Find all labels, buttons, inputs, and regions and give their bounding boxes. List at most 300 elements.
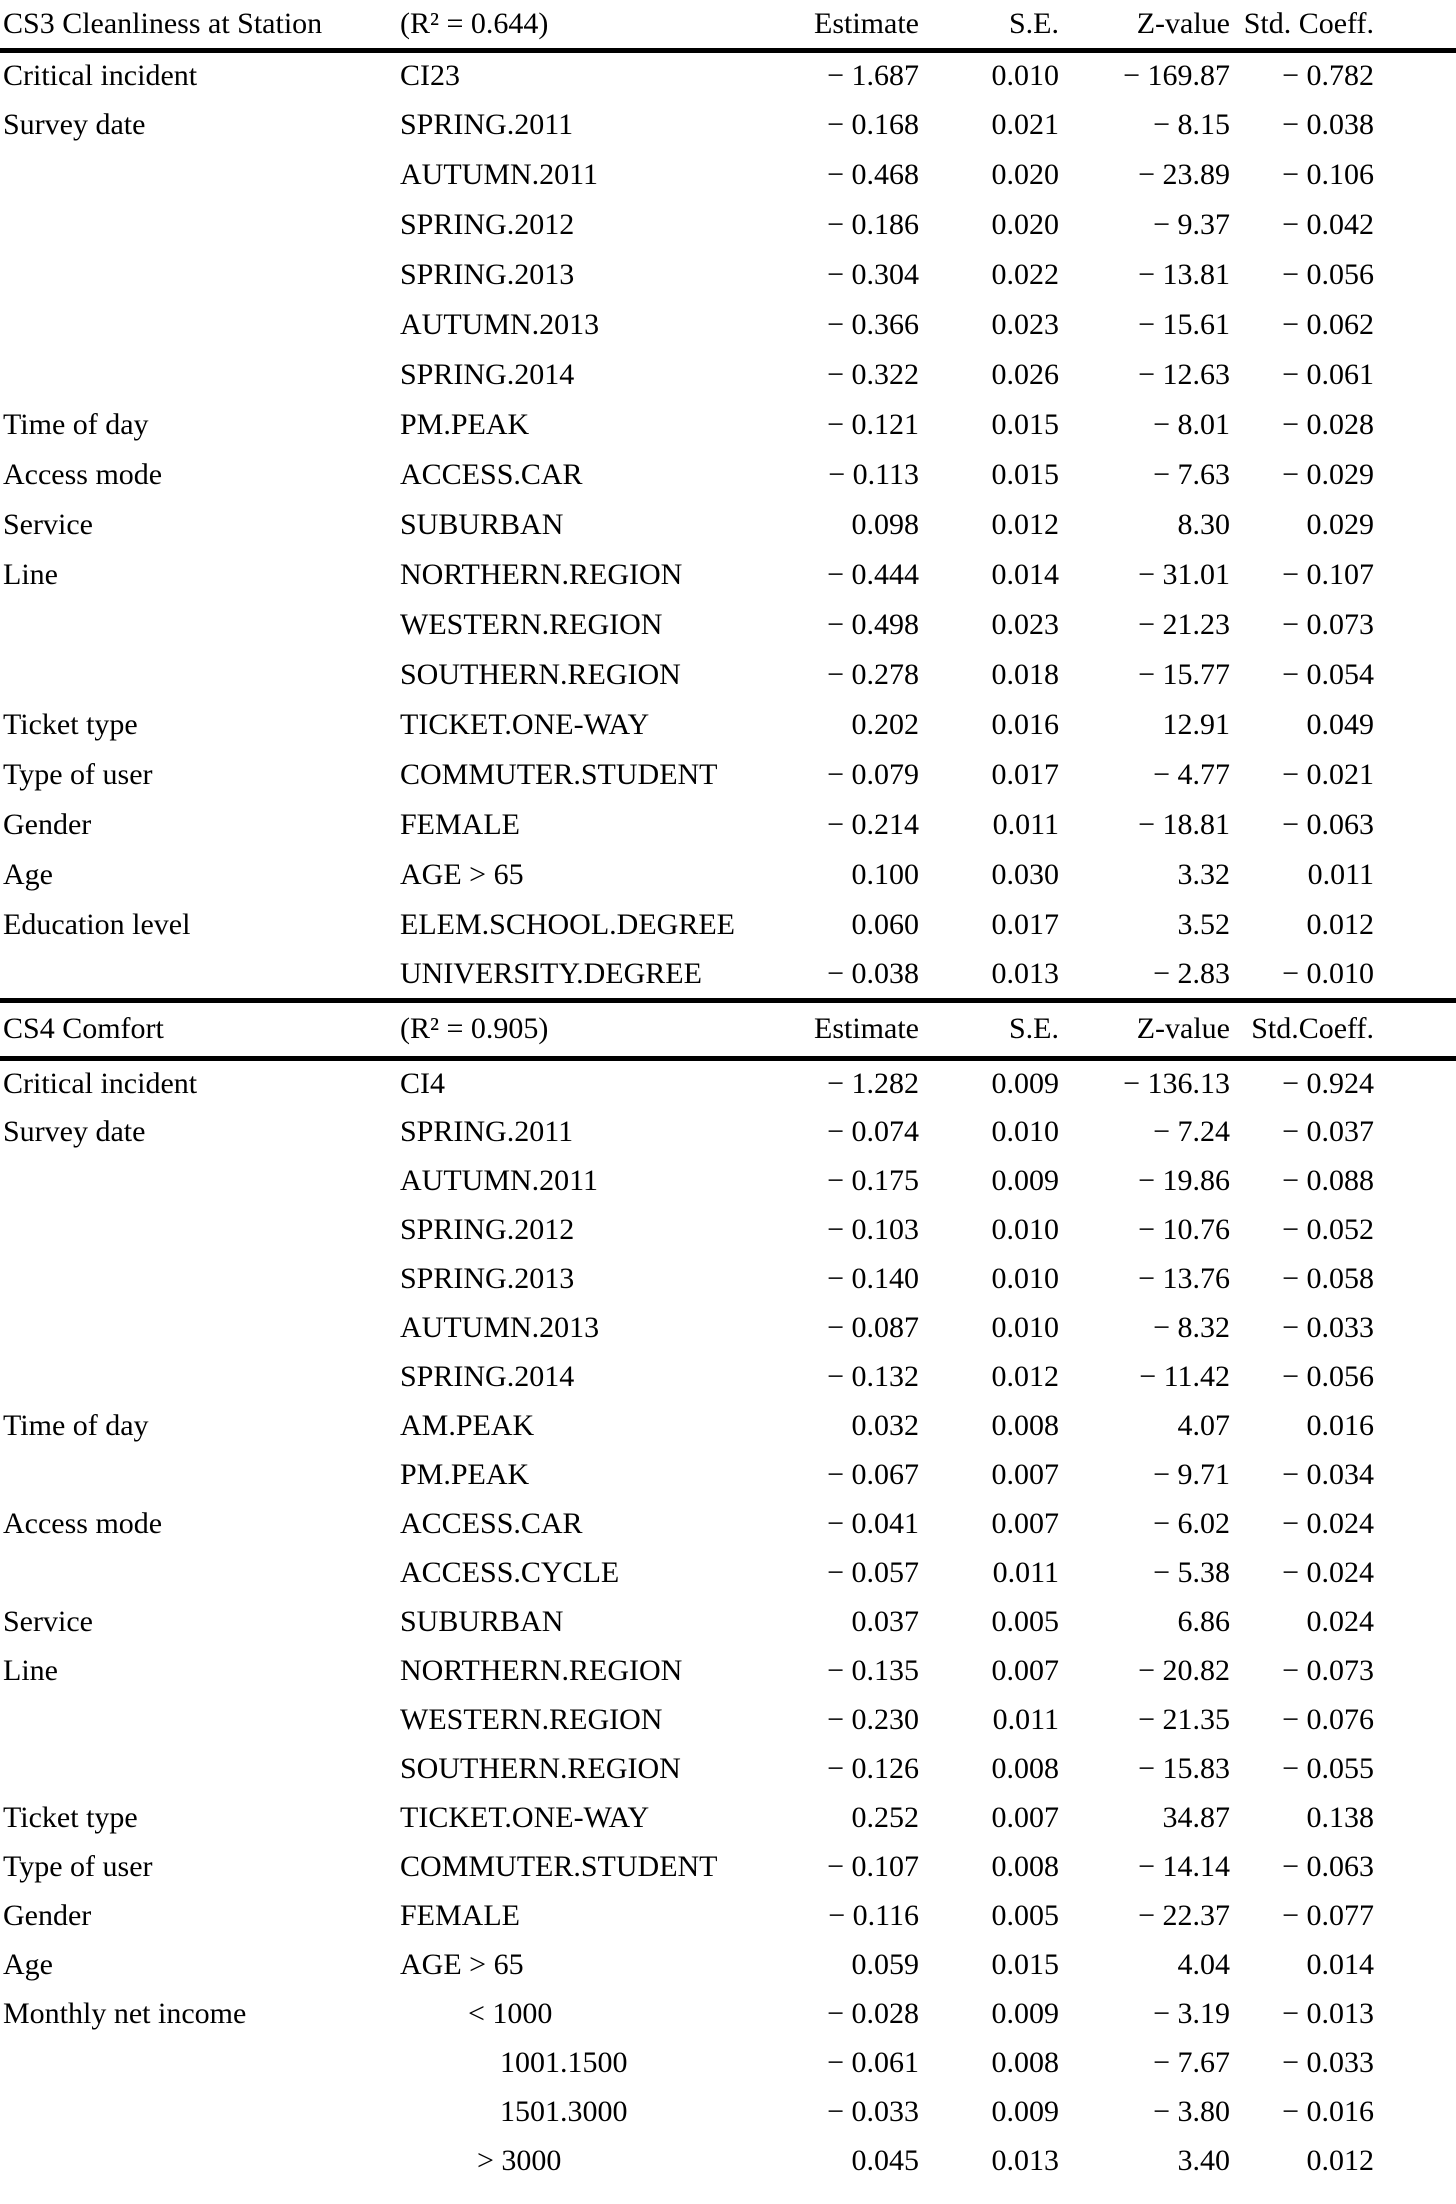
estimate-cell: − 0.121 xyxy=(827,408,919,441)
category-cell: Line xyxy=(3,558,58,591)
se-cell: 0.010 xyxy=(991,59,1059,93)
category-cell xyxy=(0,650,400,700)
r-squared-value: (R² = 0.644) xyxy=(400,0,745,50)
z-value-cell: − 12.63 xyxy=(1138,358,1230,391)
z-value-cell: − 18.81 xyxy=(1138,808,1230,841)
se-cell: 0.010 xyxy=(991,1261,1059,1295)
category-cell: Critical incident xyxy=(3,59,198,93)
variable-cell: SPRING.2012 xyxy=(400,1212,575,1246)
estimate-cell: − 0.278 xyxy=(827,658,919,691)
variable-cell: COMMUTER.STUDENT xyxy=(400,758,718,791)
variable-cell: SPRING.2011 xyxy=(400,1114,574,1148)
std-coeff-cell: − 0.063 xyxy=(1282,1849,1374,1883)
se-cell: 0.009 xyxy=(991,2094,1059,2128)
category-cell xyxy=(0,1352,400,1401)
table-row xyxy=(0,2038,1456,2087)
z-value-cell: 3.40 xyxy=(1177,2143,1230,2177)
table-row xyxy=(0,700,1456,750)
std-coeff-cell: − 0.042 xyxy=(1282,208,1374,241)
variable-cell: SPRING.2012 xyxy=(400,208,575,241)
category-cell xyxy=(0,350,400,400)
estimate-cell: − 0.028 xyxy=(827,1996,919,2030)
std-coeff-cell: − 0.038 xyxy=(1282,108,1374,141)
std-coeff-cell: 0.012 xyxy=(1306,2143,1374,2177)
category-cell xyxy=(0,1744,400,1793)
category-cell xyxy=(0,250,400,300)
std-coeff-cell: 0.012 xyxy=(1306,908,1374,941)
z-value-cell: − 9.37 xyxy=(1153,208,1230,241)
section-cs3-cleanliness xyxy=(0,0,1456,1000)
estimate-cell: − 0.103 xyxy=(827,1212,919,1246)
category-cell: Monthly net income xyxy=(3,1996,247,2030)
col-header-se: S.E. xyxy=(925,1000,1065,1058)
se-cell: 0.015 xyxy=(991,1947,1059,1981)
table-row xyxy=(0,1842,1456,1891)
estimate-cell: 0.100 xyxy=(851,858,919,891)
se-cell: 0.009 xyxy=(991,1163,1059,1197)
category-cell xyxy=(0,2038,400,2087)
se-cell: 0.007 xyxy=(991,1457,1059,1491)
table-row xyxy=(0,1352,1456,1401)
se-cell: 0.005 xyxy=(991,1604,1059,1638)
table-row xyxy=(0,1205,1456,1254)
variable-cell: AUTUMN.2013 xyxy=(400,1310,600,1344)
std-coeff-cell: − 0.010 xyxy=(1282,956,1374,990)
table-row xyxy=(0,1646,1456,1695)
z-value-cell: − 15.77 xyxy=(1138,658,1230,691)
variable-cell: 1501.3000 xyxy=(500,2094,628,2128)
estimate-cell: − 0.468 xyxy=(827,158,919,191)
z-value-cell: 8.30 xyxy=(1177,508,1230,541)
table-row xyxy=(0,600,1456,650)
category-cell xyxy=(0,2087,400,2136)
std-coeff-cell: − 0.782 xyxy=(1282,59,1374,93)
z-value-cell: − 13.81 xyxy=(1138,258,1230,291)
table-row xyxy=(0,1303,1456,1352)
z-value-cell: − 5.38 xyxy=(1153,1555,1230,1589)
estimate-cell: − 0.087 xyxy=(827,1310,919,1344)
variable-cell: SOUTHERN.REGION xyxy=(400,1751,681,1785)
category-cell: Gender xyxy=(3,1898,92,1932)
category-cell xyxy=(0,1254,400,1303)
se-cell: 0.008 xyxy=(991,2045,1059,2079)
estimate-cell: − 0.116 xyxy=(828,1898,919,1932)
variable-cell: COMMUTER.STUDENT xyxy=(400,1849,718,1883)
z-value-cell: − 15.83 xyxy=(1138,1751,1230,1785)
std-coeff-cell: − 0.024 xyxy=(1282,1506,1374,1540)
std-coeff-cell: − 0.033 xyxy=(1282,2045,1374,2079)
std-coeff-cell: − 0.073 xyxy=(1282,608,1374,641)
table-row xyxy=(0,950,1456,1000)
z-value-cell: − 8.32 xyxy=(1153,1310,1230,1344)
estimate-cell: − 0.168 xyxy=(827,108,919,141)
table-row xyxy=(0,1058,1456,1107)
variable-cell: SUBURBAN xyxy=(400,508,564,541)
se-cell: 0.022 xyxy=(991,258,1059,291)
variable-cell: WESTERN.REGION xyxy=(400,608,663,641)
table-row xyxy=(0,200,1456,250)
variable-cell: FEMALE xyxy=(400,1898,520,1932)
category-cell xyxy=(0,1450,400,1499)
table-row xyxy=(0,250,1456,300)
z-value-cell: 6.86 xyxy=(1177,1604,1230,1638)
std-coeff-cell: − 0.058 xyxy=(1282,1261,1374,1295)
z-value-cell: − 3.19 xyxy=(1153,1996,1230,2030)
std-coeff-cell: − 0.033 xyxy=(1282,1310,1374,1344)
category-cell: Line xyxy=(3,1653,58,1687)
se-cell: 0.015 xyxy=(991,408,1059,441)
table-row xyxy=(0,1989,1456,2038)
z-value-cell: 4.07 xyxy=(1177,1408,1230,1442)
variable-cell: AM.PEAK xyxy=(400,1408,535,1442)
variable-cell: NORTHERN.REGION xyxy=(400,558,683,591)
estimate-cell: − 0.498 xyxy=(827,608,919,641)
table-row xyxy=(0,550,1456,600)
estimate-cell: − 0.304 xyxy=(827,258,919,291)
estimate-cell: − 0.079 xyxy=(827,758,919,791)
table-row xyxy=(0,150,1456,200)
variable-cell: SPRING.2011 xyxy=(400,108,574,141)
table-row xyxy=(0,1107,1456,1156)
se-cell: 0.009 xyxy=(991,1066,1059,1100)
table-row xyxy=(0,2087,1456,2136)
z-value-cell: 3.52 xyxy=(1177,908,1230,941)
section-header xyxy=(0,0,1456,50)
variable-cell: SPRING.2014 xyxy=(400,1359,575,1393)
std-coeff-cell: − 0.028 xyxy=(1282,408,1374,441)
estimate-cell: 0.060 xyxy=(851,908,919,941)
estimate-cell: − 0.366 xyxy=(827,308,919,341)
std-coeff-cell: 0.014 xyxy=(1306,1947,1374,1981)
estimate-cell: − 0.067 xyxy=(827,1457,919,1491)
std-coeff-cell: 0.049 xyxy=(1306,708,1374,741)
table-row xyxy=(0,900,1456,950)
estimate-cell: − 0.126 xyxy=(827,1751,919,1785)
category-cell: Critical incident xyxy=(3,1066,198,1100)
estimate-cell: − 0.057 xyxy=(827,1555,919,1589)
std-coeff-cell: 0.138 xyxy=(1306,1800,1374,1834)
std-coeff-cell: − 0.037 xyxy=(1282,1114,1374,1148)
category-cell: Ticket type xyxy=(3,708,138,741)
table-row xyxy=(0,1254,1456,1303)
category-cell: Age xyxy=(3,858,53,891)
estimate-cell: − 0.061 xyxy=(827,2045,919,2079)
estimate-cell: − 0.186 xyxy=(827,208,919,241)
variable-cell: WESTERN.REGION xyxy=(400,1702,663,1736)
std-coeff-cell: − 0.021 xyxy=(1282,758,1374,791)
category-cell xyxy=(0,1156,400,1205)
category-cell: Ticket type xyxy=(3,1800,138,1834)
std-coeff-cell: − 0.052 xyxy=(1282,1212,1374,1246)
z-value-cell: − 3.80 xyxy=(1153,2094,1230,2128)
std-coeff-cell: − 0.063 xyxy=(1282,808,1374,841)
std-coeff-cell: − 0.029 xyxy=(1282,458,1374,491)
z-value-cell: − 21.23 xyxy=(1138,608,1230,641)
se-cell: 0.010 xyxy=(991,1212,1059,1246)
col-header-se: S.E. xyxy=(925,0,1065,50)
table-row xyxy=(0,450,1456,500)
category-cell xyxy=(0,2136,400,2185)
z-value-cell: 34.87 xyxy=(1162,1800,1230,1834)
z-value-cell: 3.32 xyxy=(1177,858,1230,891)
std-coeff-cell: − 0.077 xyxy=(1282,1898,1374,1932)
category-cell xyxy=(0,1695,400,1744)
std-coeff-cell: 0.029 xyxy=(1306,508,1374,541)
variable-cell: < 1000 xyxy=(468,1996,553,2030)
variable-cell: SOUTHERN.REGION xyxy=(400,658,681,691)
z-value-cell: − 6.02 xyxy=(1153,1506,1230,1540)
estimate-cell: − 0.175 xyxy=(827,1163,919,1197)
std-coeff-cell: − 0.034 xyxy=(1282,1457,1374,1491)
std-coeff-cell: − 0.088 xyxy=(1282,1163,1374,1197)
table-row xyxy=(0,350,1456,400)
category-cell xyxy=(0,200,400,250)
z-value-cell: − 21.35 xyxy=(1138,1702,1230,1736)
estimate-cell: − 0.113 xyxy=(828,458,919,491)
std-coeff-cell: 0.016 xyxy=(1306,1408,1374,1442)
variable-cell: 1001.1500 xyxy=(500,2045,628,2079)
se-cell: 0.009 xyxy=(991,1996,1059,2030)
category-cell xyxy=(0,950,400,1000)
variable-cell: TICKET.ONE-WAY xyxy=(400,1800,650,1834)
category-cell xyxy=(0,1303,400,1352)
z-value-cell: − 19.86 xyxy=(1138,1163,1230,1197)
std-coeff-cell: − 0.061 xyxy=(1282,358,1374,391)
se-cell: 0.026 xyxy=(991,358,1059,391)
z-value-cell: − 7.63 xyxy=(1153,458,1230,491)
z-value-cell: − 31.01 xyxy=(1138,558,1230,591)
table-row xyxy=(0,800,1456,850)
std-coeff-cell: − 0.076 xyxy=(1282,1702,1374,1736)
table-row xyxy=(0,750,1456,800)
std-coeff-cell: − 0.056 xyxy=(1282,258,1374,291)
table-row xyxy=(0,2136,1456,2185)
table-row xyxy=(0,500,1456,550)
std-coeff-cell: − 0.055 xyxy=(1282,1751,1374,1785)
variable-cell: SPRING.2013 xyxy=(400,1261,575,1295)
category-cell xyxy=(0,600,400,650)
table-row xyxy=(0,850,1456,900)
std-coeff-cell: − 0.073 xyxy=(1282,1653,1374,1687)
se-cell: 0.017 xyxy=(991,908,1059,941)
z-value-cell: − 9.71 xyxy=(1153,1457,1230,1491)
estimate-cell: − 0.107 xyxy=(827,1849,919,1883)
se-cell: 0.023 xyxy=(991,608,1059,641)
z-value-cell: − 2.83 xyxy=(1153,956,1230,990)
std-coeff-cell: − 0.054 xyxy=(1282,658,1374,691)
table-row xyxy=(0,1891,1456,1940)
category-cell: Survey date xyxy=(3,1114,146,1148)
se-cell: 0.007 xyxy=(991,1800,1059,1834)
variable-cell: SUBURBAN xyxy=(400,1604,564,1638)
estimate-cell: 0.032 xyxy=(851,1408,919,1442)
estimate-cell: − 0.322 xyxy=(827,358,919,391)
se-cell: 0.008 xyxy=(991,1751,1059,1785)
se-cell: 0.020 xyxy=(991,158,1059,191)
z-value-cell: 4.04 xyxy=(1177,1947,1230,1981)
category-cell: Education level xyxy=(3,908,191,941)
z-value-cell: − 20.82 xyxy=(1138,1653,1230,1687)
z-value-cell: − 15.61 xyxy=(1138,308,1230,341)
std-coeff-cell: − 0.924 xyxy=(1282,1066,1374,1100)
estimate-cell: 0.252 xyxy=(851,1800,919,1834)
se-cell: 0.007 xyxy=(991,1653,1059,1687)
z-value-cell: − 10.76 xyxy=(1138,1212,1230,1246)
estimate-cell: − 0.230 xyxy=(827,1702,919,1736)
estimate-cell: − 0.074 xyxy=(827,1114,919,1148)
se-cell: 0.030 xyxy=(991,858,1059,891)
variable-cell: PM.PEAK xyxy=(400,1457,530,1491)
z-value-cell: − 8.01 xyxy=(1153,408,1230,441)
variable-cell: > 3000 xyxy=(477,2143,562,2177)
variable-cell: AGE > 65 xyxy=(400,858,524,891)
variable-cell: NORTHERN.REGION xyxy=(400,1653,683,1687)
std-coeff-cell: − 0.056 xyxy=(1282,1359,1374,1393)
section-title: CS3 Cleanliness at Station xyxy=(0,0,400,50)
section-title: CS4 Comfort xyxy=(0,1000,400,1058)
estimate-cell: 0.045 xyxy=(851,2143,919,2177)
se-cell: 0.005 xyxy=(991,1898,1059,1932)
std-coeff-cell: − 0.106 xyxy=(1282,158,1374,191)
z-value-cell: − 136.13 xyxy=(1123,1066,1230,1100)
z-value-cell: − 13.76 xyxy=(1138,1261,1230,1295)
category-cell: Service xyxy=(3,508,93,541)
variable-cell: AGE > 65 xyxy=(400,1947,524,1981)
std-coeff-cell: 0.011 xyxy=(1307,858,1374,891)
variable-cell: AUTUMN.2013 xyxy=(400,308,600,341)
category-cell: Time of day xyxy=(3,408,149,441)
estimate-cell: 0.202 xyxy=(851,708,919,741)
category-cell: Type of user xyxy=(3,1849,153,1883)
estimate-cell: − 0.041 xyxy=(827,1506,919,1540)
estimate-cell: 0.059 xyxy=(851,1947,919,1981)
se-cell: 0.010 xyxy=(991,1310,1059,1344)
se-cell: 0.015 xyxy=(991,458,1059,491)
variable-cell: CI4 xyxy=(400,1066,445,1100)
se-cell: 0.013 xyxy=(991,956,1059,990)
estimate-cell: − 0.132 xyxy=(827,1359,919,1393)
z-value-cell: − 7.24 xyxy=(1153,1114,1230,1148)
se-cell: 0.011 xyxy=(992,1555,1059,1589)
category-cell: Time of day xyxy=(3,1408,149,1442)
col-header-std-coeff: Std.Coeff. xyxy=(1236,1000,1456,1058)
se-cell: 0.008 xyxy=(991,1408,1059,1442)
z-value-cell: − 8.15 xyxy=(1153,108,1230,141)
z-value-cell: − 4.77 xyxy=(1153,758,1230,791)
table-row xyxy=(0,1793,1456,1842)
std-coeff-cell: − 0.107 xyxy=(1282,558,1374,591)
table-row xyxy=(0,400,1456,450)
table-row xyxy=(0,300,1456,350)
col-header-z-value: Z-value xyxy=(1065,0,1236,50)
z-value-cell: − 11.42 xyxy=(1139,1359,1230,1393)
z-value-cell: − 7.67 xyxy=(1153,2045,1230,2079)
category-cell xyxy=(0,150,400,200)
z-value-cell: − 22.37 xyxy=(1138,1898,1230,1932)
variable-cell: AUTUMN.2011 xyxy=(400,158,599,191)
table-row xyxy=(0,650,1456,700)
category-cell: Type of user xyxy=(3,758,153,791)
variable-cell: TICKET.ONE-WAY xyxy=(400,708,650,741)
col-header-estimate: Estimate xyxy=(745,1000,925,1058)
estimate-cell: − 1.282 xyxy=(827,1066,919,1100)
z-value-cell: − 14.14 xyxy=(1138,1849,1230,1883)
table-row xyxy=(0,1499,1456,1548)
variable-cell: ACCESS.CAR xyxy=(400,1506,583,1540)
se-cell: 0.017 xyxy=(991,758,1059,791)
estimate-cell: − 0.140 xyxy=(827,1261,919,1295)
std-coeff-cell: − 0.062 xyxy=(1282,308,1374,341)
se-cell: 0.016 xyxy=(991,708,1059,741)
se-cell: 0.007 xyxy=(991,1506,1059,1540)
table-row xyxy=(0,1940,1456,1989)
col-header-estimate: Estimate xyxy=(745,0,925,50)
table-row xyxy=(0,1695,1456,1744)
se-cell: 0.018 xyxy=(991,658,1059,691)
category-cell: Survey date xyxy=(3,108,146,141)
col-header-std-coeff: Std. Coeff. xyxy=(1236,0,1456,50)
variable-cell: ACCESS.CAR xyxy=(400,458,583,491)
se-cell: 0.012 xyxy=(991,508,1059,541)
table-row xyxy=(0,100,1456,150)
section-header xyxy=(0,1000,1456,1058)
estimate-cell: − 0.444 xyxy=(827,558,919,591)
variable-cell: ACCESS.CYCLE xyxy=(400,1555,620,1589)
table-row xyxy=(0,1597,1456,1646)
table-row xyxy=(0,1450,1456,1499)
variable-cell: PM.PEAK xyxy=(400,408,530,441)
se-cell: 0.008 xyxy=(991,1849,1059,1883)
table-row xyxy=(0,1401,1456,1450)
z-value-cell: 12.91 xyxy=(1162,708,1230,741)
variable-cell: ELEM.SCHOOL.DEGREE xyxy=(400,908,735,941)
estimate-cell: − 0.038 xyxy=(827,956,919,990)
category-cell: Age xyxy=(3,1947,53,1981)
variable-cell: CI23 xyxy=(400,59,460,93)
z-value-cell: − 23.89 xyxy=(1138,158,1230,191)
std-coeff-cell: − 0.013 xyxy=(1282,1996,1374,2030)
table-row xyxy=(0,1548,1456,1597)
table-row xyxy=(0,1156,1456,1205)
estimate-cell: 0.037 xyxy=(851,1604,919,1638)
z-value-cell: − 169.87 xyxy=(1123,59,1230,93)
estimate-cell: − 1.687 xyxy=(827,59,919,93)
variable-cell: AUTUMN.2011 xyxy=(400,1163,599,1197)
se-cell: 0.013 xyxy=(991,2143,1059,2177)
variable-cell: FEMALE xyxy=(400,808,520,841)
estimate-cell: − 0.135 xyxy=(827,1653,919,1687)
estimate-cell: − 0.033 xyxy=(827,2094,919,2128)
variable-cell: SPRING.2013 xyxy=(400,258,575,291)
estimate-cell: − 0.214 xyxy=(827,808,919,841)
se-cell: 0.011 xyxy=(992,1702,1059,1736)
se-cell: 0.023 xyxy=(991,308,1059,341)
category-cell: Access mode xyxy=(3,458,163,491)
category-cell: Access mode xyxy=(3,1506,163,1540)
std-coeff-cell: − 0.016 xyxy=(1282,2094,1374,2128)
se-cell: 0.011 xyxy=(992,808,1059,841)
category-cell: Service xyxy=(3,1604,93,1638)
se-cell: 0.010 xyxy=(991,1114,1059,1148)
variable-cell: UNIVERSITY.DEGREE xyxy=(400,956,702,990)
category-cell xyxy=(0,1548,400,1597)
r-squared-value: (R² = 0.905) xyxy=(400,1000,745,1058)
estimate-cell: 0.098 xyxy=(851,508,919,541)
table-row xyxy=(0,50,1456,100)
se-cell: 0.020 xyxy=(991,208,1059,241)
category-cell: Gender xyxy=(3,808,92,841)
variable-cell: SPRING.2014 xyxy=(400,358,575,391)
